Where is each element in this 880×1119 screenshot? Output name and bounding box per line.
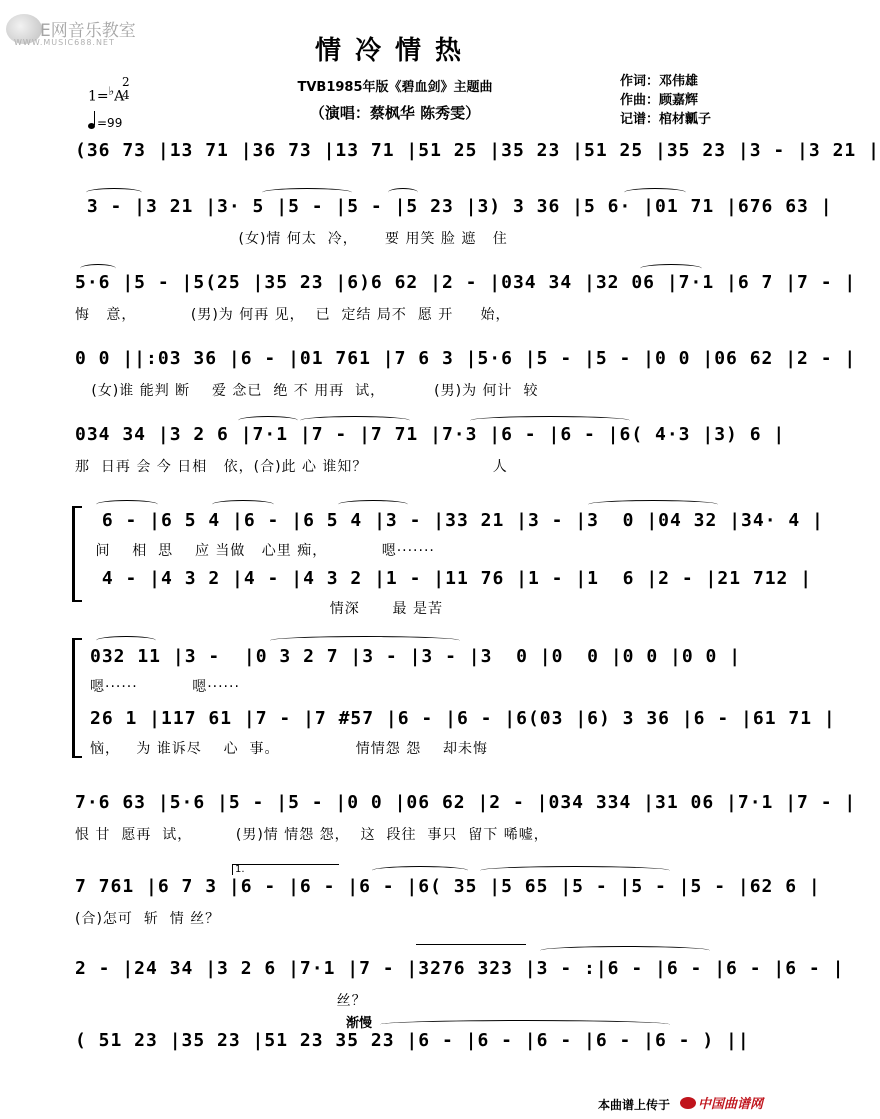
lyrics-line-5: 那 日再 会 今 日相 依，(合)此 心 谁知？ 人 <box>75 459 508 475</box>
notes-line-2: 3 - |3 21 |3· 5 |5 - |5 - |5 23 |3) 3 36 |5 6· |01 71 |676 63 | <box>75 196 833 217</box>
slur <box>80 264 116 273</box>
tempo-change-marking: 渐慢 <box>346 1016 373 1031</box>
lyrics-line-7-upper: 嗯······ 嗯······ <box>90 679 240 695</box>
slur <box>96 636 156 645</box>
notes-line-11: ( 51 23 |35 23 |51 23 35 23 |6 - |6 - |6 - |6 - |6 - ) || <box>75 1030 750 1051</box>
notes-line-7-upper: 032 11 |3 - |0 3 2 7 |3 - |3 - |3 0 |0 0 |0 0 |0 0 | <box>90 646 742 667</box>
time-signature <box>122 76 130 102</box>
song-subtitle: TVB1985年版《碧血剑》主题曲 <box>297 80 493 95</box>
slur <box>338 500 408 509</box>
slur <box>262 188 352 197</box>
volta-bracket-2 <box>416 944 526 955</box>
tempo-marking <box>88 116 122 130</box>
notes-line-6-upper: 6 - |6 5 4 |6 - |6 5 4 |3 - |33 21 |3 - |3 0 |04 32 |34· 4 | <box>90 510 824 531</box>
lyrics-line-7-lower: 恼， 为 谁诉尽 心 事。 情情怨 怨 却未悔 <box>90 741 489 757</box>
notes-line-10: 2 - |24 34 |3 2 6 |7·1 |7 - |3276 323 |3 - :|6 - |6 - |6 - |6 - | <box>75 958 845 979</box>
slur <box>624 188 686 197</box>
footer-logo-text: 中国曲谱网 <box>698 1097 764 1112</box>
lyrics-line-10: 丝？ <box>75 993 367 1009</box>
notes-line-7-lower: 26 1 |117 61 |7 - |7 #57 |6 - |6 - |6(03 |6) 3 36 |6 - |61 71 | <box>90 708 836 729</box>
slur <box>300 416 410 425</box>
notes-line-8: 7·6 63 |5·6 |5 - |5 - |0 0 |06 62 |2 - |034 334 |31 06 |7·1 |7 - | <box>75 792 857 813</box>
system-bracket-1 <box>72 508 75 600</box>
lyrics-line-6-lower: 情深 最 是苦 <box>90 601 443 617</box>
notes-line-5: 034 34 |3 2 6 |7·1 |7 - |7 71 |7·3 |6 - |6 - |6( 4·3 |3) 6 | <box>75 424 786 445</box>
key-note: A <box>114 88 125 105</box>
notes-line-1: (36 73 |13 71 |36 73 |13 71 |51 25 |35 23 |51 25 |35 23 |3 - |3 21 | <box>75 140 880 161</box>
lyrics-line-8: 恨 甘 愿再 试， (男)情 情怨 怨， 这 段往 事只 留下 唏嘘， <box>75 827 549 843</box>
performers: （演唱：蔡枫华 陈秀雯） <box>309 104 481 122</box>
notes-line-3: 5·6 |5 - |5(25 |35 23 |6)6 62 |2 - |034 34 |32 06 |7·1 |6 7 |7 - | <box>75 272 857 293</box>
flat-icon: ♭ <box>108 84 115 98</box>
slur <box>388 188 418 197</box>
notes-line-6-lower: 4 - |4 3 2 |4 - |4 3 2 |1 - |11 76 |1 - |1 6 |2 - |21 712 | <box>90 568 813 589</box>
composer-credit: 作曲：顾嘉辉 <box>620 93 699 108</box>
slur <box>588 500 718 509</box>
footer-site-logo <box>680 1093 763 1112</box>
watermark-subtext: WWW.MUSIC688.NET <box>14 38 115 47</box>
slur <box>640 264 702 273</box>
lyrics-line-3: 悔 意， (男)为 何再 见， 已 定结 局不 愿 开 始， <box>75 307 511 323</box>
key-prefix: 1= <box>88 88 109 105</box>
time-numerator: 2 <box>122 75 130 89</box>
song-title: 情冷情热 <box>314 36 475 66</box>
slur <box>86 188 142 197</box>
slur <box>480 866 670 875</box>
time-denominator: 4 <box>122 88 130 102</box>
slur <box>270 636 460 645</box>
lyrics-line-4: (女)谁 能判 断 爱 念已 绝 不 用再 试， (男)为 何计 较 <box>75 383 539 399</box>
system-bracket-2 <box>72 640 75 756</box>
footer-upload-text: 本曲谱上传于 <box>598 1098 671 1112</box>
lyricist-credit: 作词：邓伟雄 <box>620 74 699 89</box>
site-logo-icon <box>680 1097 696 1109</box>
lyrics-line-6-upper: 间 相 思 应 当做 心里 痴， 嗯······· <box>90 543 435 559</box>
slur <box>238 416 298 425</box>
slur <box>540 946 710 955</box>
volta-label: 1. <box>235 864 245 875</box>
slur <box>470 416 630 425</box>
slur <box>380 1020 670 1029</box>
tempo-value: =99 <box>97 116 123 130</box>
notes-line-4: 0 0 ||:03 36 |6 - |01 761 |7 6 3 |5·6 |5 - |5 - |0 0 |06 62 |2 - | <box>75 348 857 369</box>
volta-bracket <box>232 864 339 875</box>
quarter-note-icon <box>88 123 95 129</box>
notes-line-9: 7 761 |6 7 3 |6 - |6 - |6 - |6( 35 |5 65 |5 - |5 - |5 - |62 6 | <box>75 876 821 897</box>
lyrics-line-2: (女)情 何太 冷， 要 用笑 脸 遮 住 <box>75 231 508 247</box>
key-signature <box>88 75 130 105</box>
watermark-text: E网音乐教室 <box>40 21 136 41</box>
slur <box>212 500 274 509</box>
transcriber-credit: 记谱：棺材瓤子 <box>620 112 712 127</box>
lyrics-line-9: (合)怎可 斩 情 丝？ <box>75 911 221 927</box>
slur <box>96 500 158 509</box>
slur <box>372 866 468 875</box>
